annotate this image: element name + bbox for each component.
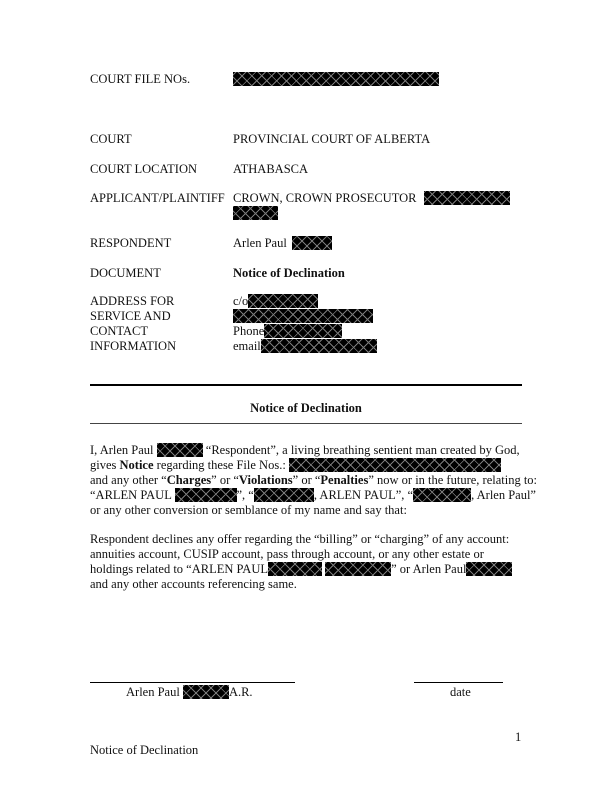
text-line: or any other conversion or semblance of my name and say that: (90, 503, 407, 517)
redaction-box (183, 685, 229, 699)
text-span: holdings related to “ARLEN PAUL (90, 562, 268, 576)
text-span: and any other “ (90, 473, 167, 487)
redaction-box (233, 206, 278, 220)
text-span: regarding these File Nos.: (153, 458, 286, 472)
text-span: I, Arlen Paul (90, 443, 154, 457)
text-span-bold: Charges (166, 473, 212, 487)
redaction-box (268, 562, 322, 576)
paragraph-2 (90, 532, 522, 592)
redaction-box (175, 488, 237, 502)
applicant-label: APPLICANT/PLAINTIFF (90, 191, 225, 205)
text-span: ” or “ (211, 473, 239, 487)
text-span: ”, “ (236, 488, 254, 502)
paragraph-1 (90, 443, 538, 518)
address-values (233, 294, 377, 354)
redaction-box (424, 191, 510, 205)
signer-suffix: A.R. (228, 685, 253, 699)
text-line: Respondent declines any offer regarding the “billing” or “charging” of any account: (90, 532, 510, 546)
date-line (414, 682, 503, 683)
redaction-box (466, 562, 512, 576)
redaction-box (248, 294, 318, 308)
respondent-label: RESPONDENT (90, 236, 172, 250)
court-location-label: COURT LOCATION (90, 162, 198, 176)
applicant-value (233, 191, 510, 206)
address-label (90, 294, 176, 354)
respondent-value (233, 236, 332, 251)
text-span: gives (90, 458, 120, 472)
date-label: date (450, 685, 471, 699)
redaction-box (261, 339, 377, 353)
court-file-label: COURT FILE NOs. (90, 72, 191, 86)
redaction-box (325, 562, 391, 576)
address-phone: Phone (233, 324, 265, 338)
redaction-box (233, 309, 373, 323)
address-label-line: ADDRESS FOR (90, 294, 175, 308)
text-line: and any other accounts referencing same. (90, 577, 297, 591)
redaction-box (254, 488, 314, 502)
court-location-value: ATHABASCA (233, 162, 309, 176)
court-value: PROVINCIAL COURT OF ALBERTA (233, 132, 431, 146)
applicant-text: CROWN, CROWN PROSECUTOR (233, 191, 417, 205)
signature-name (126, 685, 253, 700)
footer-doc-name: Notice of Declination (90, 743, 199, 757)
text-span-bold: Penalties (320, 473, 369, 487)
header-divider (90, 384, 522, 386)
text-line: annuities account, CUSIP account, pass through account, or any other estate or (90, 547, 484, 561)
address-label-line: CONTACT (90, 324, 149, 338)
redaction-box (264, 324, 342, 338)
text-span: “ARLEN PAUL (90, 488, 172, 502)
document-label: DOCUMENT (90, 266, 161, 280)
redaction-box (292, 236, 332, 250)
title-divider (90, 423, 522, 424)
respondent-name: Arlen Paul (233, 236, 287, 250)
text-span: , ARLEN PAUL”, “ (313, 488, 414, 502)
document-title: Notice of Declination (250, 401, 362, 415)
address-co: c/o (233, 294, 249, 308)
text-span-bold: Violations (238, 473, 293, 487)
redaction-box (413, 488, 471, 502)
signature-line (90, 682, 295, 683)
text-span: “Respondent”, a living breathing sentient man created by God, (205, 443, 520, 457)
redaction-box (233, 72, 439, 86)
redaction-box (289, 458, 501, 472)
address-email: email (233, 339, 261, 353)
document-value: Notice of Declination (233, 266, 345, 280)
court-label: COURT (90, 132, 132, 146)
page-number: 1 (515, 730, 522, 744)
text-span: ” now or in the future, relating to: (368, 473, 538, 487)
text-span: ” or “ (292, 473, 321, 487)
redaction-box (157, 443, 203, 457)
address-label-line: SERVICE AND (90, 309, 171, 323)
address-label-line: INFORMATION (90, 339, 177, 353)
text-span: , Arlen Paul” (471, 488, 536, 502)
text-span: ” or Arlen Paul (391, 562, 467, 576)
signer-name: Arlen Paul (126, 685, 180, 699)
text-span-bold: Notice (119, 458, 154, 472)
